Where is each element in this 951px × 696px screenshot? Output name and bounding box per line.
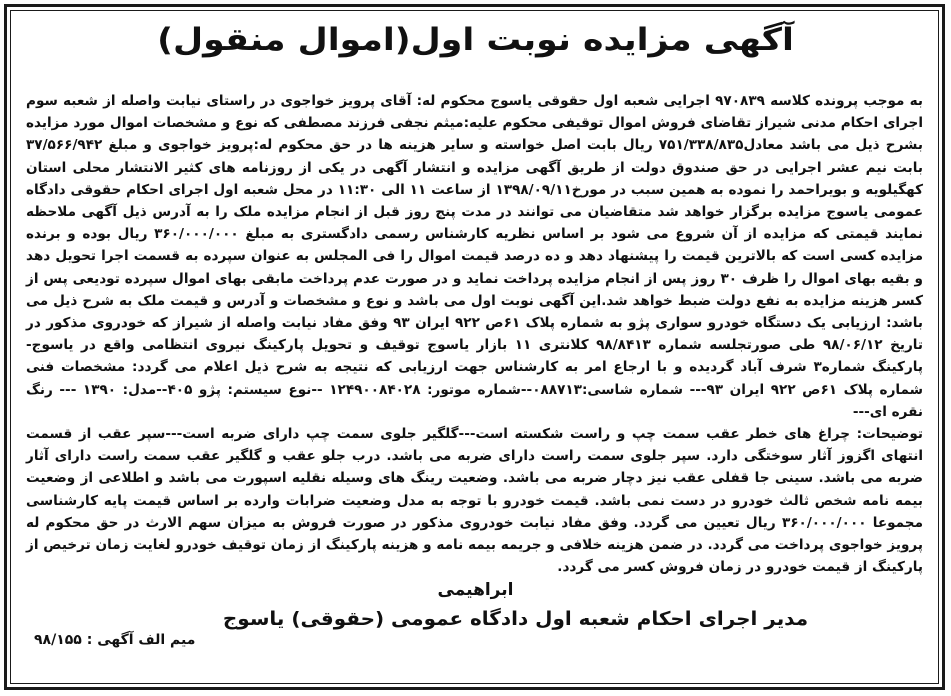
notice-body [26,90,923,578]
ad-code: میم الف آگهی : ۹۸/۱۵۵ [34,632,196,648]
notice-paragraph-description: توضیحات: چراغ های خطر عقب سمت چپ و راست شکسته است---گلگیر جلوی سمت چپ دارای ضربه است---سپر عقب از قسمت انتهای اگزوز آثار سوختگی دارد. سپر جلوی سمت راست دارای ضربه می باشد. درب جلو عقب و گلگیر عقب سمت راست دارای آثار ضربه می باشد. سینی جا قفلی عقب نیز دچار ضربه می باشد. وضعیت رینگ های وسیله نقلیه اسپورت می باشد و اطلاعی از وضعیت بیمه نامه شخص ثالث خودرو در دست نمی باشد. قیمت خودرو با توجه به مدل وضعیت ضرابات وارده بر اساس قیمت پایه کارشناسی مجموعا ۳۶۰/۰۰۰/۰۰۰ ریال تعیین می گردد. وفق مفاد نیابت خودروی مذکور در صورت فروش به میزان سهم الارث در حق محکوم له پرویز خواجوی پرداخت می گردد. در ضمن هزینه خلافی و جریمه بیمه نامه و هزینه پارکینگ از زمان توقیف خودرو لغایت زمان ترخیص از پارکینگ از قیمت خودرو در زمان فروش کسر می گردد. [26,426,923,576]
notice-title: آگهی مزایده نوبت اول(اموال منقول) [157,22,794,58]
signatory-title: مدیر اجرای احکام شعبه اول دادگاه عمومی (حقوقی) یاسوج [222,608,809,630]
notice-paragraph-main: به موجب پرونده کلاسه ۹۷۰۸۳۹ اجرایی شعبه اول حقوقی یاسوج محکوم له: آقای پرویز خواجوی در راستای نیابت واصله از شعبه سوم اجرای احکام مدنی شیراز تقاضای فروش اموال توقیفی محکوم علیه:میثم نجفی فرزند مصطفی که نوع و مشخصات اموال مورد مزایده بشرح ذیل می باشد معادل۷۵۱/۳۳۸/۸۳۵ ریال بابت اصل خواسته و سایر هزینه ها در حق محکوم له:پرویز خواجوی و مبلغ ۳۷/۵۶۶/۹۴۲ بابت نیم عشر اجرایی در حق صندوق دولت از طریق آگهی مزایده و انتشار آگهی در یکی از روزنامه های کثیر الانتشار محلی استان کهگیلویه و بویراحمد را نموده به همین سبب در مورخ۱۳۹۸/۰۹/۱۱ از ساعت ۱۱ الی ۱۱:۳۰ در محل شعبه اول اجرای احکام حقوقی دادگاه عمومی یاسوج مزایده برگزار خواهد شد متقاضیان می توانند در مدت پنج روز قبل از انجام مزایده ملک را به آدرس ذیل آگهی ملاحظه نمایند قیمتی که مزایده از آن شروع می شود بر اساس نظریه کارشناس رسمی دادگستری به مبلغ ۳۶۰/۰۰۰/۰۰۰ ریال بوده و برنده مزایده کسی است که بالاترین قیمت را پیشنهاد دهد و ده درصد قیمت اموال را فی المجلس به عنوان سپرده به قسمت اجرا تحویل دهد و بقیه بهای اموال را ظرف ۳۰ روز پس از انجام مزایده پرداخت نماید و در صورت عدم پرداخت مابقی بهای اموال سپرده تودیعی پس از کسر هزینه مزایده به نفع دولت ضبط خواهد شد.این آگهی نوبت اول می باشد و نوع و مشخصات و آدرس و قیمت ملک به شرح ذیل می باشد: ارزیابی یک دستگاه خودرو سواری پژو به شماره پلاک ۶۱ص ۹۲۲ ایران ۹۳ وفق مفاد نیابت واصله از شیراز که خودروی مذکور در تاریخ ۹۸/۰۶/۱۲ طی صورتجلسه شماره ۹۸/۸۴۱۳ کلانتری ۱۱ بازار یاسوج توقیف و تحویل پارکینگ نیروی انتظامی واقع در یاسوج- پارکینگ شماره۳ شرف آباد گردیده و با ارجاع امر به کارشناس جهت ارزیابی که نتیجه به شرح ذیل اعلام می گردد: مشخصات فنی شماره پلاک ۶۱ص ۹۲۲ ایران ۹۳--- شماره شاسی:۰۸۸۷۱۳--شماره موتور: ۱۲۴۹۰۰۸۴۰۲۸ --نوع سیستم: پژو ۴۰۵--مدل: ۱۳۹۰ --- رنگ نقره ای--- [26,93,924,420]
signatory-name: ابراهیمی [437,580,514,600]
